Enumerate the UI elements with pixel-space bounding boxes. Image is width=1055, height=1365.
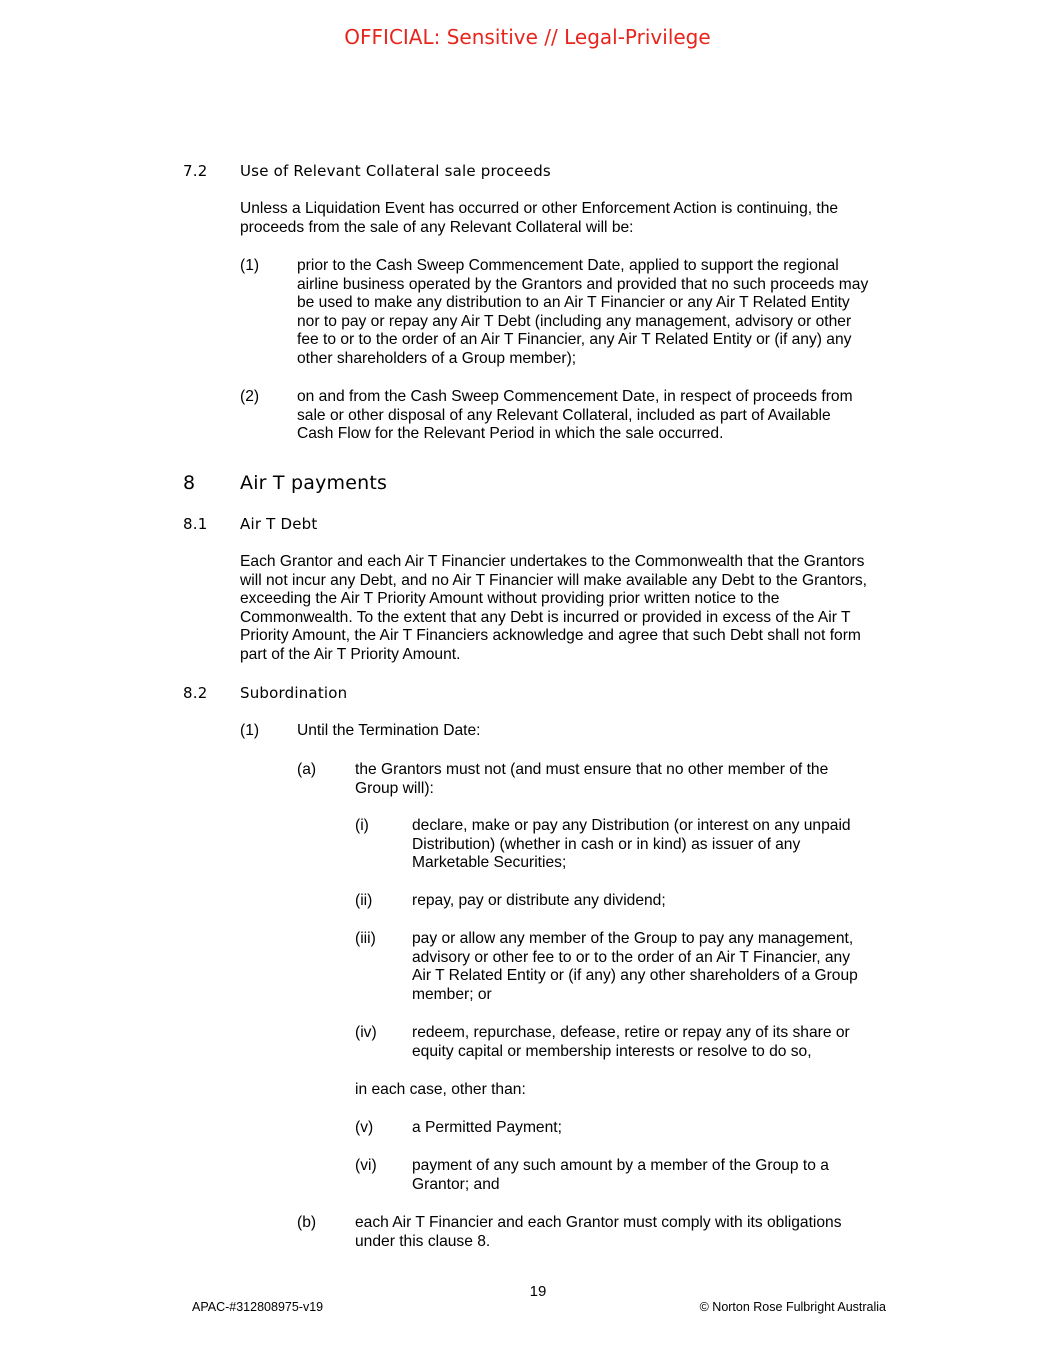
clause-8-2-iv-label: (iv)	[355, 1024, 377, 1041]
clause-8-2-iii-label: (iii)	[355, 930, 376, 947]
clause-8-number: 8	[183, 472, 196, 494]
clause-7-2-item-1-text: prior to the Cash Sweep Commencement Date, applied to support the regional airline business operated by the Grantors and provided that no such proceeds may be used to make any distribution to an Air T Financier or any Air T Related Entity nor to pay or repay any Air T Debt (including any management, advisory or other fee to or to the order of an Air T Financier, any Air T Related Entity or (if any) any other shareholders of a Group member);	[297, 257, 869, 367]
clause-8-2-v-label: (v)	[355, 1119, 374, 1136]
clause-8-2-iv-text: redeem, repurchase, defease, retire or repay any of its share or equity capital or membership interests or resolve to do so,	[412, 1024, 850, 1060]
clause-7-2-item-2-text: on and from the Cash Sweep Commencement Date, in respect of proceeds from sale or other disposal of any Relevant Collateral, included as part of Available Cash Flow for the Relevant Period in which the sale occurred.	[297, 388, 853, 443]
clause-8-2-number: 8.2	[183, 684, 208, 702]
clause-8-2-item-1-label: (1)	[240, 722, 260, 739]
clause-8-2-a-text: the Grantors must not (and must ensure that no other member of the Group will):	[355, 761, 829, 797]
clause-7-2-intro: Unless a Liquidation Event has occurred or other Enforcement Action is continuing, the proceeds from the sale of any Relevant Collateral will be:	[240, 200, 839, 236]
clause-8-2-i-text: declare, make or pay any Distribution (or interest on any unpaid Distribution) (whether in cash or in kind) as issuer of any Marketable Securities;	[412, 817, 851, 872]
clause-7-2-number: 7.2	[183, 162, 208, 180]
classification-banner: OFFICIAL: Sensitive // Legal-Privilege	[344, 25, 711, 49]
copyright-notice: © Norton Rose Fulbright Australia	[699, 1300, 886, 1314]
clause-8-2-b-text: each Air T Financier and each Grantor must comply with its obligations under this clause 8.	[355, 1214, 842, 1250]
clause-7-2-item-2-label: (2)	[240, 388, 260, 405]
clause-8-2-each-case: in each case, other than:	[355, 1081, 526, 1098]
clause-8-2-i-label: (i)	[355, 817, 369, 834]
clause-8-1-number: 8.1	[183, 515, 208, 533]
clause-8-1-body: Each Grantor and each Air T Financier undertakes to the Commonwealth that the Grantors will not incur any Debt, and no Air T Financier will make available any Debt to the Grantors, exceeding the Air T Priority Amount without providing prior written notice to the Commonwealth. To the extent that any Debt is incurred or provided in excess of the Air T Priority Amount, the Air T Financiers acknowledge and agree that such Debt shall not form part of the Air T Priority Amount.	[240, 553, 867, 663]
clause-8-2-ii-label: (ii)	[355, 892, 373, 909]
clause-7-2-item-1-label: (1)	[240, 257, 260, 274]
clause-8-2-title: Subordination	[240, 684, 348, 702]
clause-8-2-a-label: (a)	[297, 761, 317, 778]
clause-8-2-iii-text: pay or allow any member of the Group to pay any management, advisory or other fee to or to the order of an Air T Financier, any Air T Related Entity or (if any) any other shareholders of a Group member; or	[412, 930, 858, 1003]
document-reference: APAC-#312808975-v19	[192, 1300, 324, 1314]
clause-8-2-vi-label: (vi)	[355, 1157, 377, 1174]
clause-7-2-title: Use of Relevant Collateral sale proceeds	[240, 162, 551, 180]
clause-8-2-item-1-text: Until the Termination Date:	[297, 722, 481, 739]
page-number: 19	[529, 1283, 547, 1300]
clause-8-2-ii-text: repay, pay or distribute any dividend;	[412, 892, 666, 909]
clause-8-title: Air T payments	[240, 472, 388, 494]
clause-8-2-b-label: (b)	[297, 1214, 317, 1231]
clause-8-1-title: Air T Debt	[240, 515, 318, 533]
clause-8-2-vi-text: payment of any such amount by a member of the Group to a Grantor; and	[412, 1157, 829, 1193]
clause-8-2-v-text: a Permitted Payment;	[412, 1119, 562, 1136]
